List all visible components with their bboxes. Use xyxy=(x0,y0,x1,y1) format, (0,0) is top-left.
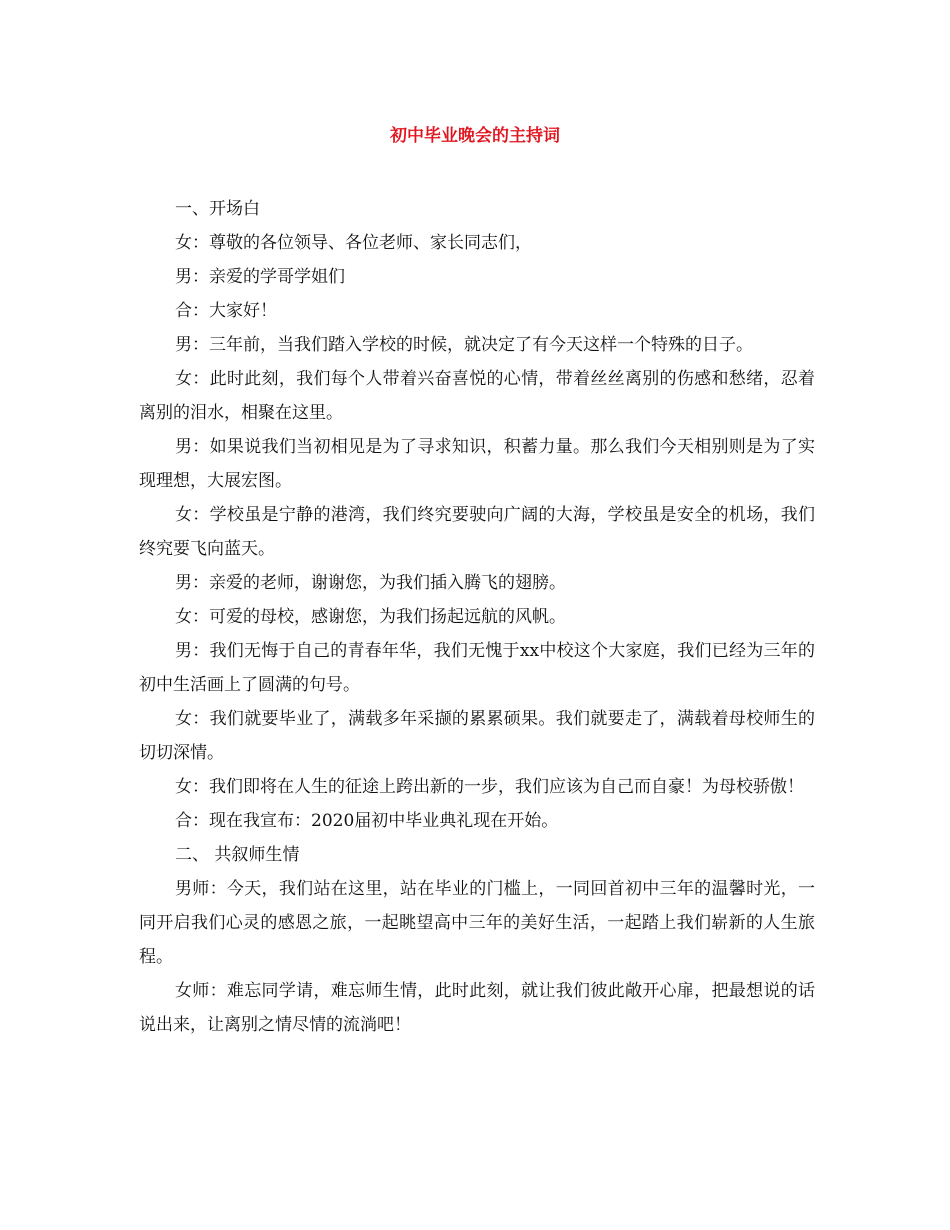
paragraph: 女师：难忘同学请，难忘师生情，此时此刻，就让我们彼此敞开心扉，把最想说的话说出来，让离别之情尽情的流淌吧！ xyxy=(139,981,815,1035)
paragraph: 男：三年前，当我们踏入学校的时候，就决定了有今天这样一个特殊的日子。 xyxy=(175,335,753,355)
paragraph: 女：可爱的母校，感谢您，为我们扬起远航的风帆。 xyxy=(175,607,566,627)
paragraph: 男：我们无悔于自己的青春年华，我们无愧于xx中校这个大家庭，我们已经为三年的初中生活画上了圆满的句号。 xyxy=(139,641,815,695)
paragraph: 合：现在我宣布：2020届初中毕业典礼现在开始。 xyxy=(175,811,559,831)
paragraph: 男师：今天，我们站在这里，站在毕业的门槛上，一同回首初中三年的温馨时光，一同开启我们心灵的感恩之旅，一起眺望高中三年的美好生活，一起踏上我们崭新的人生旅程。 xyxy=(139,879,815,967)
paragraph: 男：亲爱的老师，谢谢您，为我们插入腾飞的翅膀。 xyxy=(175,573,566,593)
section-heading-opening: 一、开场白 xyxy=(175,199,260,219)
paragraph: 男：亲爱的学哥学姐们 xyxy=(175,267,345,287)
paragraph: 女：我们就要毕业了，满载多年采撷的累累硕果。我们就要走了，满载着母校师生的切切深情。 xyxy=(139,709,815,763)
document-body xyxy=(139,192,815,1042)
paragraph: 女：我们即将在人生的征途上跨出新的一步，我们应该为自己而自豪！为母校骄傲！ xyxy=(175,777,804,797)
paragraph: 女：学校虽是宁静的港湾，我们终究要驶向广阔的大海，学校虽是安全的机场，我们终究要飞向蓝天。 xyxy=(139,505,815,559)
paragraph: 女：此时此刻，我们每个人带着兴奋喜悦的心情，带着丝丝离别的伤感和愁绪，忍着离别的泪水，相聚在这里。 xyxy=(139,369,815,423)
paragraph: 合：大家好！ xyxy=(175,301,277,321)
paragraph: 女：尊敬的各位领导、各位老师、家长同志们， xyxy=(175,233,532,253)
section-heading-teacher-student: 二、 共叙师生情 xyxy=(175,845,300,865)
document-title: 初中毕业晚会的主持词 xyxy=(390,126,560,146)
paragraph: 男：如果说我们当初相见是为了寻求知识，积蓄力量。那么我们今天相别则是为了实现理想，大展宏图。 xyxy=(139,437,815,491)
